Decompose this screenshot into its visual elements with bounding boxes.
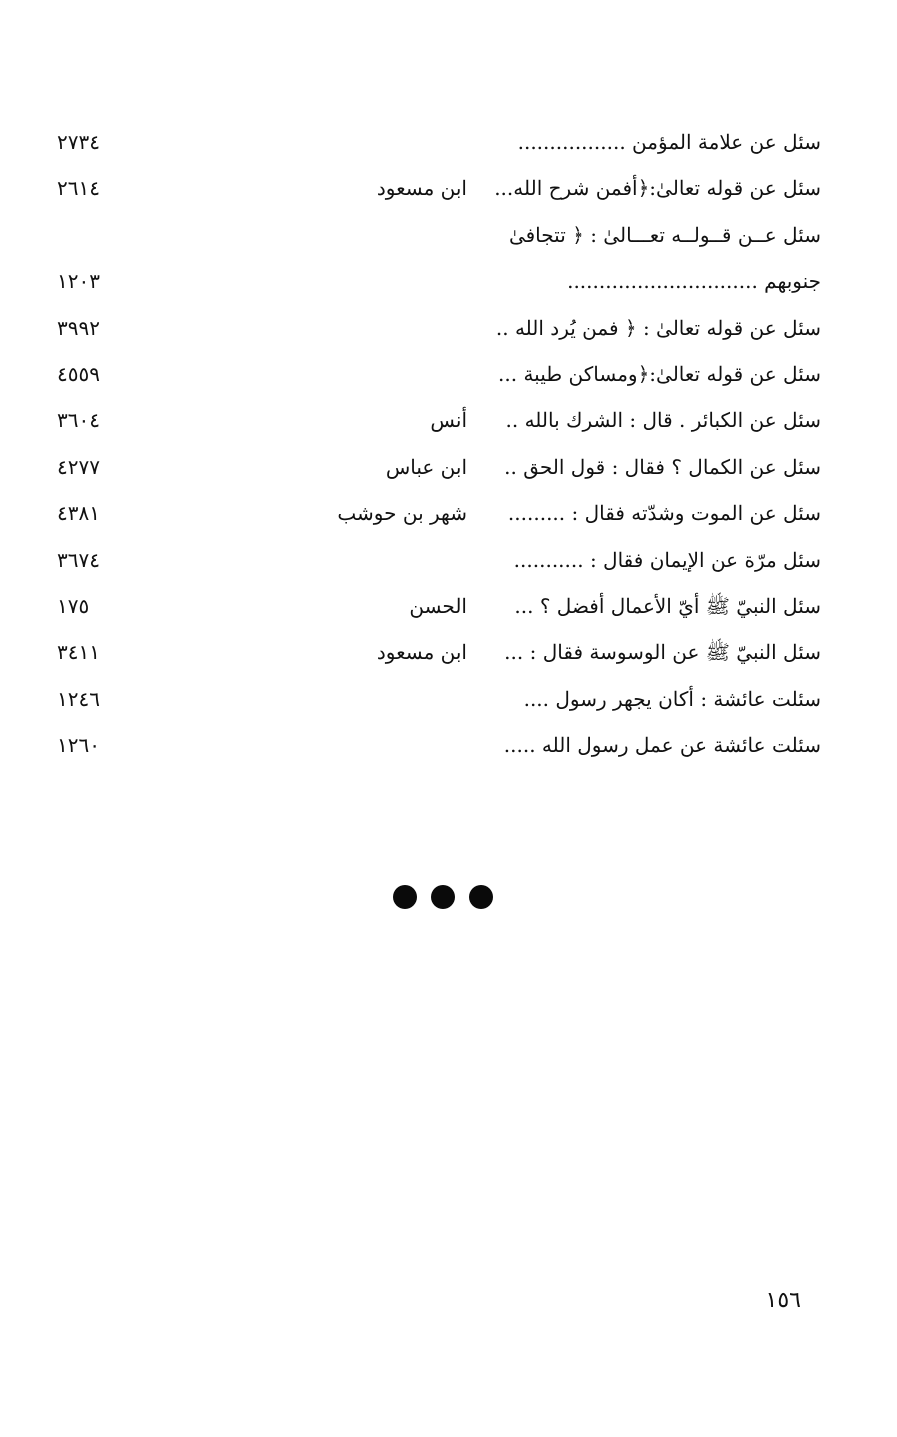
index-entry (0, 493, 897, 539)
entry-text: سئلت عائشة : أكان يجهر رسول .... (523, 686, 821, 711)
separator-dot (469, 885, 493, 909)
entry-number: ٤٥٥٩ (57, 361, 100, 386)
entry-number: ٣٦٧٤ (57, 547, 100, 572)
entry-text: سئل عن قوله تعالىٰ:﴿ومساكن طيبة ... (498, 361, 821, 386)
index-entry (0, 261, 897, 307)
entry-text: سئل النبيّ ﷺ عن الوسوسة فقال : ... (504, 640, 821, 665)
entry-number: ٤٣٨١ (57, 501, 100, 526)
entry-text: سئل عن قوله تعالىٰ : ﴿ فمن يُرد الله .. (495, 315, 821, 340)
entry-text: سئل عن قوله تعالىٰ:﴿أفمن شرح الله... (494, 176, 821, 201)
entry-number: ٢٧٣٤ (57, 130, 100, 154)
entry-number: ٣٦٠٤ (57, 408, 100, 433)
index-entry (0, 215, 897, 261)
index-entry (0, 679, 897, 725)
index-entry (0, 586, 897, 632)
section-separator (393, 883, 493, 911)
index-list (0, 122, 897, 771)
index-entry (0, 168, 897, 214)
entry-number: ١٢٤٦ (57, 686, 100, 711)
entry-text: سئل عن الكبائر . قال : الشرك بالله .. (505, 408, 821, 433)
entry-text: سئل عــن قــولــه تعـــالىٰ : ﴿ تتجافىٰ (508, 222, 821, 247)
index-entry (0, 632, 897, 678)
entry-number: ١٢٦٠ (57, 733, 100, 758)
entry-text: سئل عن علامة المؤمن ................. (517, 130, 821, 154)
index-entry (0, 725, 897, 771)
entry-text: سئل النبيّ ﷺ أيّ الأعمال أفضل ؟ ... (514, 593, 821, 618)
entry-narrator: الحسن (409, 593, 467, 618)
entry-narrator: ابن عباس (385, 454, 467, 479)
index-entry (0, 540, 897, 586)
entry-text: سئل عن الكمال ؟ فقال : قول الحق .. (504, 454, 821, 479)
index-entry (0, 400, 897, 446)
index-entry (0, 122, 897, 168)
entry-number: ٤٢٧٧ (57, 454, 100, 479)
entry-narrator: أنس (430, 408, 467, 433)
entry-text: جنوبهم .............................. (567, 269, 821, 294)
entry-number: ٣٩٩٢ (57, 315, 100, 340)
entry-number: ٢٦١٤ (57, 176, 100, 201)
separator-dot (431, 885, 455, 909)
index-entry (0, 308, 897, 354)
separator-dot (393, 885, 417, 909)
index-entry (0, 354, 897, 400)
page-number: ١٥٦ (765, 1288, 801, 1313)
entry-text: سئلت عائشة عن عمل رسول الله ..... (503, 733, 821, 758)
entry-text: سئل عن الموت وشدّته فقال : ......... (507, 501, 821, 526)
entry-narrator: ابن مسعود (376, 640, 467, 665)
entry-narrator: ابن مسعود (376, 176, 467, 201)
entry-text: سئل مرّة عن الإيمان فقال : ........... (513, 547, 821, 572)
entry-number: ١٧٥ (57, 593, 90, 618)
index-entry (0, 447, 897, 493)
entry-number: ٣٤١١ (57, 640, 100, 665)
entry-narrator: شهر بن حوشب (337, 501, 467, 526)
entry-number: ١٢٠٣ (57, 269, 100, 294)
